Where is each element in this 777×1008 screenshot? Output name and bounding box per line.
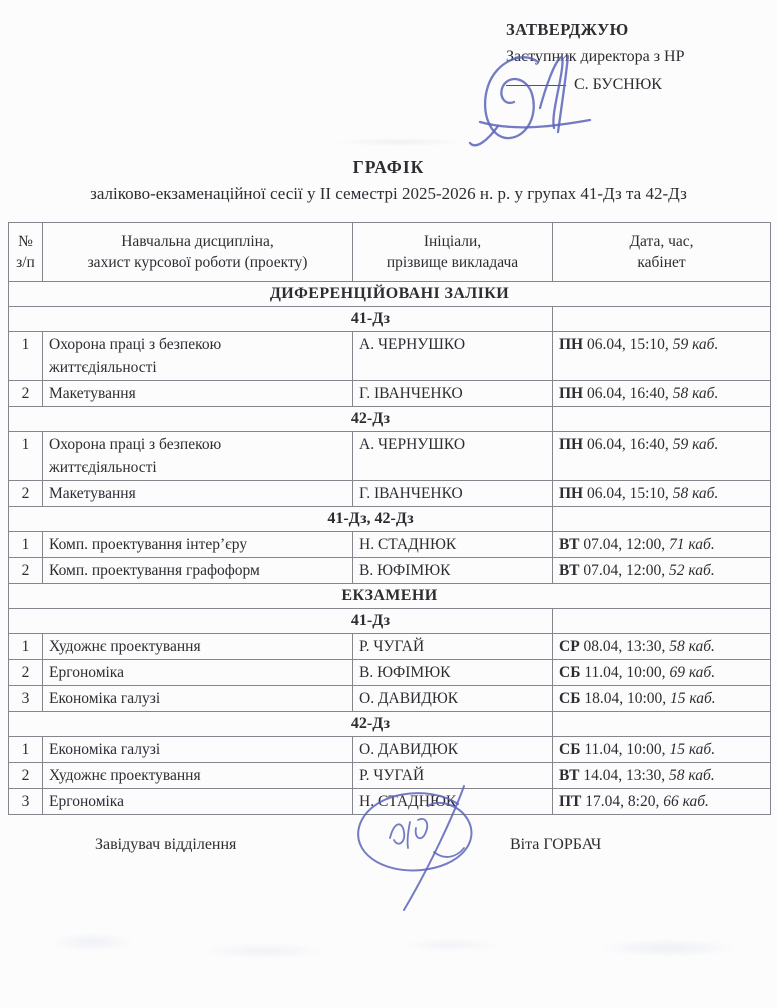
table-header	[9, 223, 771, 282]
group-empty-cell	[553, 609, 771, 634]
discipline-cell: Макетування	[43, 481, 353, 507]
datetime-cell: ПТ 17.04, 8:20, 66 каб.	[553, 789, 771, 815]
group-row	[9, 712, 771, 737]
discipline-cell: Ергономіка	[43, 660, 353, 686]
section-row	[9, 282, 771, 307]
section-label: ДИФЕРЕНЦІЙОВАНІ ЗАЛІКИ	[9, 282, 771, 307]
schedule-row	[9, 737, 771, 763]
group-label: 42-Дз	[9, 407, 553, 432]
teacher-cell: О. ДАВИДЮК	[353, 686, 553, 712]
teacher-cell: О. ДАВИДЮК	[353, 737, 553, 763]
discipline-cell: Комп. проектування графоформ	[43, 558, 353, 584]
datetime-cell: ВТ 07.04, 12:00, 71 каб.	[553, 532, 771, 558]
discipline-cell: Охорона праці з безпекою життєдіяльності	[43, 332, 353, 381]
teacher-cell: А. ЧЕРНУШКО	[353, 432, 553, 481]
datetime-cell: СР 08.04, 13:30, 58 каб.	[553, 634, 771, 660]
header-row	[9, 223, 771, 282]
schedule-row	[9, 332, 771, 381]
row-number-cell: 1	[9, 634, 43, 660]
discipline-cell: Комп. проектування інтер’єру	[43, 532, 353, 558]
schedule-row	[9, 481, 771, 507]
datetime-cell: ПН 06.04, 15:10, 58 каб.	[553, 481, 771, 507]
teacher-cell: Р. ЧУГАЙ	[353, 634, 553, 660]
signature-blank-line	[506, 85, 566, 86]
discipline-cell: Економіка галузі	[43, 686, 353, 712]
discipline-cell: Художнє проектування	[43, 763, 353, 789]
group-row	[9, 307, 771, 332]
row-number-cell: 3	[9, 789, 43, 815]
schedule-row	[9, 763, 771, 789]
discipline-cell: Ергономіка	[43, 789, 353, 815]
datetime-cell: ПН 06.04, 16:40, 58 каб.	[553, 381, 771, 407]
schedule-row	[9, 558, 771, 584]
row-number-cell: 1	[9, 532, 43, 558]
group-row	[9, 609, 771, 634]
schedule-row	[9, 634, 771, 660]
teacher-cell: А. ЧЕРНУШКО	[353, 332, 553, 381]
group-row	[9, 407, 771, 432]
group-label: 41-Дз	[9, 609, 553, 634]
row-number-cell: 2	[9, 763, 43, 789]
approval-signature-line	[506, 71, 771, 98]
schedule-row	[9, 660, 771, 686]
datetime-cell: ПН 06.04, 15:10, 59 каб.	[553, 332, 771, 381]
approval-block	[506, 16, 771, 98]
discipline-cell: Художнє проектування	[43, 634, 353, 660]
column-header-datetime: Дата, час, кабінет	[553, 223, 771, 282]
row-number-cell: 2	[9, 481, 43, 507]
group-label: 41-Дз, 42-Дз	[9, 507, 553, 532]
footer-position-label: Завідувач відділення	[95, 836, 237, 853]
datetime-cell: ПН 06.04, 16:40, 59 каб.	[553, 432, 771, 481]
column-header-teacher: Ініціали, прізвище викладача	[353, 223, 553, 282]
discipline-cell: Макетування	[43, 381, 353, 407]
group-empty-cell	[553, 307, 771, 332]
group-empty-cell	[553, 712, 771, 737]
datetime-cell: ВТ 14.04, 13:30, 58 каб.	[553, 763, 771, 789]
column-header-discipline: Навчальна дисципліна, захист курсової роботи (проекту)	[43, 223, 353, 282]
group-label: 41-Дз	[9, 307, 553, 332]
schedule-row	[9, 381, 771, 407]
datetime-cell: СБ 11.04, 10:00, 69 каб.	[553, 660, 771, 686]
footer-name: Віта ГОРБАЧ	[510, 836, 602, 853]
row-number-cell: 1	[9, 332, 43, 381]
group-label: 42-Дз	[9, 712, 553, 737]
teacher-cell: Г. ІВАНЧЕНКО	[353, 481, 553, 507]
group-empty-cell	[553, 407, 771, 432]
scan-noise-band	[0, 918, 777, 978]
section-label: ЕКЗАМЕНИ	[9, 584, 771, 609]
teacher-cell: В. ЮФІМЮК	[353, 660, 553, 686]
approval-role: Заступник директора з НР	[506, 48, 685, 65]
discipline-cell: Економіка галузі	[43, 737, 353, 763]
teacher-cell: Н. СТАДНЮК	[353, 532, 553, 558]
row-number-cell: 1	[9, 737, 43, 763]
column-header-num: № з/п	[9, 223, 43, 282]
teacher-cell: Г. ІВАНЧЕНКО	[353, 381, 553, 407]
row-number-cell: 1	[9, 432, 43, 481]
table-body	[9, 282, 771, 815]
approval-title: ЗАТВЕРДЖУЮ	[506, 20, 629, 39]
row-number-cell: 2	[9, 660, 43, 686]
group-empty-cell	[553, 507, 771, 532]
schedule-row	[9, 432, 771, 481]
section-row	[9, 584, 771, 609]
page-subtitle: заліково-екзаменаційної сесії у ІІ семестрі 2025-2026 н. р. у групах 41-Дз та 42-Дз	[90, 184, 687, 203]
row-number-cell: 2	[9, 558, 43, 584]
discipline-cell: Охорона праці з безпекою життєдіяльності	[43, 432, 353, 481]
schedule-row	[9, 532, 771, 558]
teacher-cell: В. ЮФІМЮК	[353, 558, 553, 584]
row-number-cell: 2	[9, 381, 43, 407]
approval-name: С. БУСНЮК	[574, 76, 662, 93]
schedule-table	[8, 222, 771, 815]
group-row	[9, 507, 771, 532]
scan-smudge	[300, 136, 500, 148]
datetime-cell: СБ 18.04, 10:00, 15 каб.	[553, 686, 771, 712]
schedule-row	[9, 686, 771, 712]
schedule-row	[9, 789, 771, 815]
row-number-cell: 3	[9, 686, 43, 712]
teacher-cell: Р. ЧУГАЙ	[353, 763, 553, 789]
page-title: ГРАФІК	[352, 157, 425, 177]
teacher-cell: Н. СТАДНЮК	[353, 789, 553, 815]
datetime-cell: ВТ 07.04, 12:00, 52 каб.	[553, 558, 771, 584]
datetime-cell: СБ 11.04, 10:00, 15 каб.	[553, 737, 771, 763]
